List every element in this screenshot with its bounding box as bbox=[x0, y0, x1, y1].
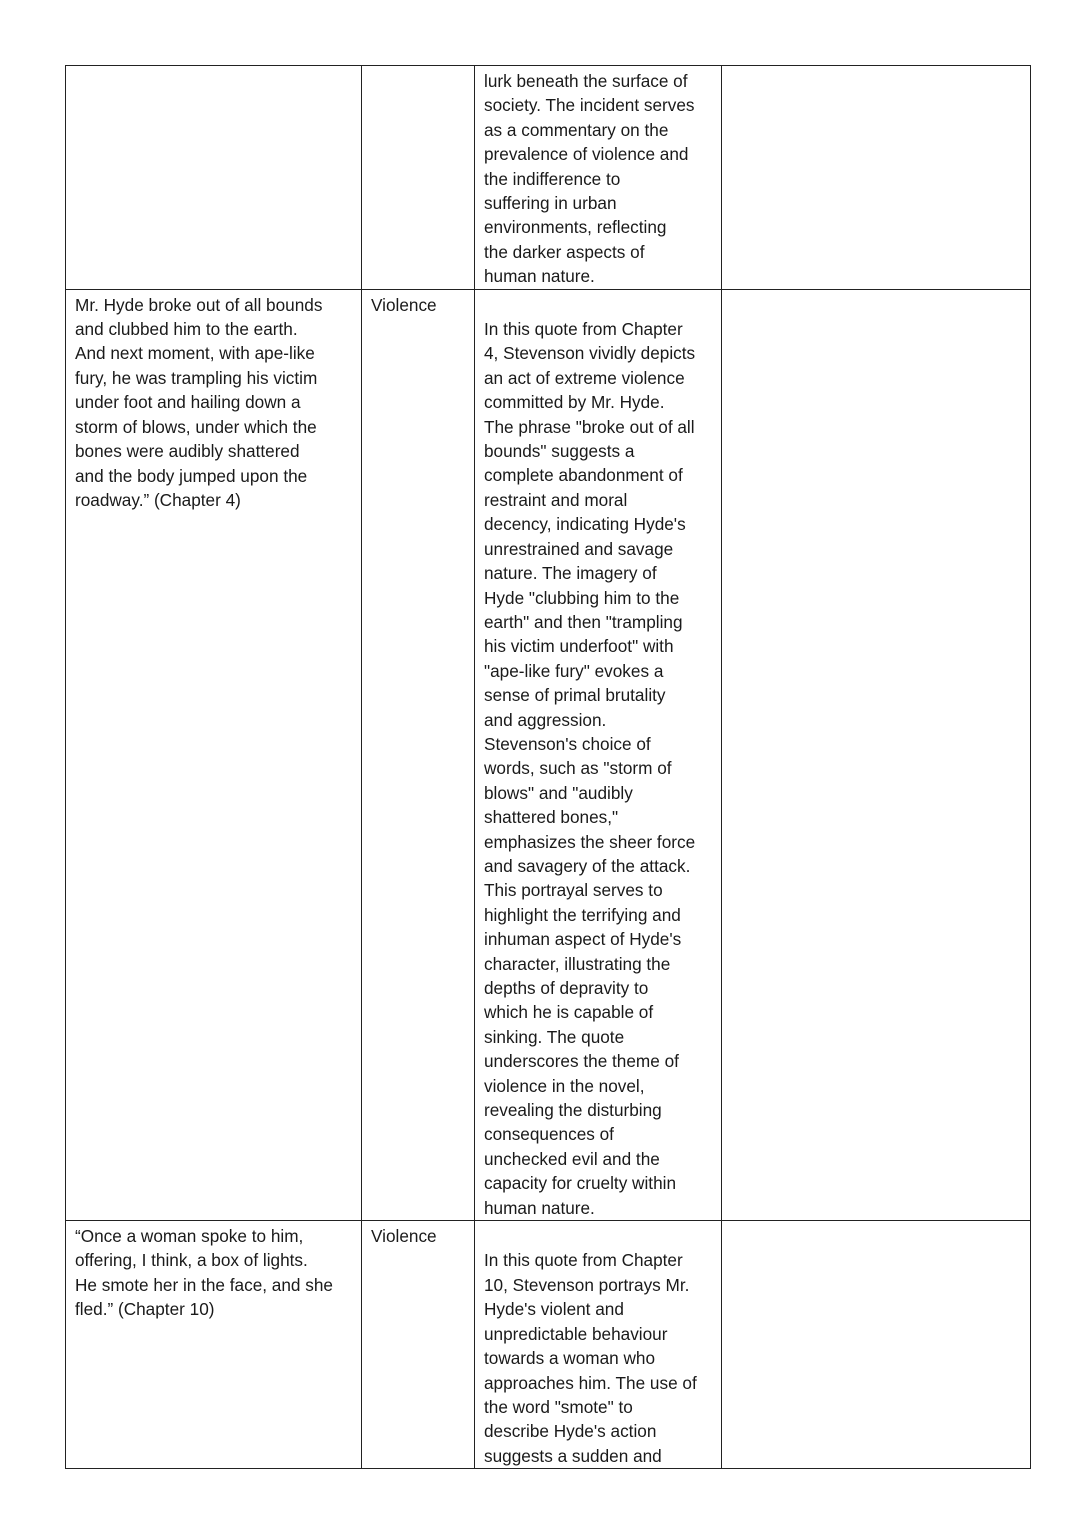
quote-line: and the body jumped upon the bbox=[75, 465, 308, 486]
analysis-line: his victim underfoot" with bbox=[484, 636, 674, 657]
analysis-line: earth" and then "trampling bbox=[484, 611, 683, 632]
analysis-line: sense of primal brutality bbox=[484, 685, 666, 706]
analysis-line: unpredictable behaviour bbox=[484, 1323, 668, 1344]
analysis-line: environments, reflecting bbox=[484, 217, 667, 238]
analysis-line: Stevenson's choice of bbox=[484, 733, 651, 754]
analysis-line: Hyde's violent and bbox=[484, 1299, 624, 1320]
analysis-line: an act of extreme violence bbox=[484, 367, 685, 388]
analysis-line: approaches him. The use of bbox=[484, 1372, 697, 1393]
analysis-line: as a commentary on the bbox=[484, 119, 669, 140]
analysis-line: bounds" suggests a bbox=[484, 441, 635, 462]
quote-line: offering, I think, a box of lights. bbox=[75, 1250, 308, 1271]
analysis-cell bbox=[475, 1221, 722, 1469]
analysis-line: The phrase "broke out of all bbox=[484, 416, 695, 437]
analysis-line: describe Hyde's action bbox=[484, 1421, 657, 1442]
analysis-line: inhuman aspect of Hyde's bbox=[484, 929, 682, 950]
analysis-line: suggests a sudden and bbox=[484, 1445, 662, 1466]
analysis-line: committed by Mr. Hyde. bbox=[484, 392, 665, 413]
analysis-line: Hyde "clubbing him to the bbox=[484, 587, 680, 608]
analysis-line: 10, Stevenson portrays Mr. bbox=[484, 1274, 690, 1295]
notes-cell bbox=[722, 289, 1031, 1220]
table-row bbox=[66, 1221, 1031, 1469]
analysis-line: complete abandonment of bbox=[484, 465, 683, 486]
analysis-cell bbox=[475, 66, 722, 290]
theme-label: Violence bbox=[371, 294, 437, 315]
quote-line: Mr. Hyde broke out of all bounds bbox=[75, 294, 323, 315]
analysis-line: emphasizes the sheer force bbox=[484, 831, 696, 852]
quote-line: fled.” (Chapter 10) bbox=[75, 1299, 215, 1320]
analysis-line: restraint and moral bbox=[484, 489, 628, 510]
quote-line: under foot and hailing down a bbox=[75, 392, 301, 413]
analysis-line: human nature. bbox=[484, 1197, 595, 1218]
analysis-line: towards a woman who bbox=[484, 1348, 656, 1369]
analysis-line: society. The incident serves bbox=[484, 95, 695, 116]
quote-line: bones were audibly shattered bbox=[75, 441, 300, 462]
analysis-line: consequences of bbox=[484, 1124, 614, 1145]
analysis-line: blows" and "audibly bbox=[484, 782, 633, 803]
quote-line: And next moment, with ape-like bbox=[75, 343, 315, 364]
analysis-line: 4, Stevenson vividly depicts bbox=[484, 343, 696, 364]
analysis-line: and savagery of the attack. bbox=[484, 855, 691, 876]
analysis-line: "ape-like fury" evokes a bbox=[484, 660, 664, 681]
quote-line: fury, he was trampling his victim bbox=[75, 367, 318, 388]
table-row bbox=[66, 289, 1031, 1220]
analysis-line: underscores the theme of bbox=[484, 1051, 679, 1072]
analysis-line: violence in the novel, bbox=[484, 1075, 645, 1096]
quote-line: storm of blows, under which the bbox=[75, 416, 317, 437]
analysis-line: depths of depravity to bbox=[484, 978, 649, 999]
theme-cell bbox=[362, 289, 475, 1220]
quote-analysis-table bbox=[65, 65, 1031, 1469]
analysis-line: nature. The imagery of bbox=[484, 563, 657, 584]
analysis-line: and aggression. bbox=[484, 709, 607, 730]
notes-cell bbox=[722, 66, 1031, 290]
analysis-line: decency, indicating Hyde's bbox=[484, 514, 686, 535]
analysis-line: lurk beneath the surface of bbox=[484, 71, 688, 91]
analysis-line: revealing the disturbing bbox=[484, 1100, 662, 1121]
quote-line: He smote her in the face, and she bbox=[75, 1274, 333, 1295]
analysis-line: words, such as "storm of bbox=[484, 758, 672, 779]
quote-cell bbox=[66, 1221, 362, 1469]
analysis-line: which he is capable of bbox=[484, 1002, 654, 1023]
notes-cell bbox=[722, 1221, 1031, 1469]
quote-line: roadway.” (Chapter 4) bbox=[75, 489, 241, 510]
quote-line: and clubbed him to the earth. bbox=[75, 319, 298, 340]
analysis-line: capacity for cruelty within bbox=[484, 1173, 676, 1194]
analysis-line: shattered bones," bbox=[484, 807, 619, 828]
analysis-line: the darker aspects of bbox=[484, 241, 645, 262]
theme-cell bbox=[362, 66, 475, 290]
quote-cell bbox=[66, 66, 362, 290]
analysis-line: unrestrained and savage bbox=[484, 538, 674, 559]
analysis-cell bbox=[475, 289, 722, 1220]
theme-label: Violence bbox=[371, 1226, 437, 1247]
analysis-line: highlight the terrifying and bbox=[484, 904, 681, 925]
analysis-line: character, illustrating the bbox=[484, 953, 671, 974]
analysis-line: the indifference to bbox=[484, 168, 621, 189]
table-row bbox=[66, 66, 1031, 290]
analysis-line: the word "smote" to bbox=[484, 1396, 633, 1417]
analysis-line: sinking. The quote bbox=[484, 1026, 625, 1047]
theme-cell bbox=[362, 1221, 475, 1469]
analysis-line: prevalence of violence and bbox=[484, 144, 689, 165]
analysis-line: In this quote from Chapter bbox=[484, 1250, 683, 1271]
analysis-line: human nature. bbox=[484, 266, 595, 287]
analysis-line: suffering in urban bbox=[484, 193, 617, 214]
quote-line: “Once a woman spoke to him, bbox=[75, 1226, 304, 1247]
analysis-line: This portrayal serves to bbox=[484, 880, 663, 901]
analysis-line: unchecked evil and the bbox=[484, 1148, 660, 1169]
analysis-line: In this quote from Chapter bbox=[484, 319, 683, 340]
quote-cell bbox=[66, 289, 362, 1220]
